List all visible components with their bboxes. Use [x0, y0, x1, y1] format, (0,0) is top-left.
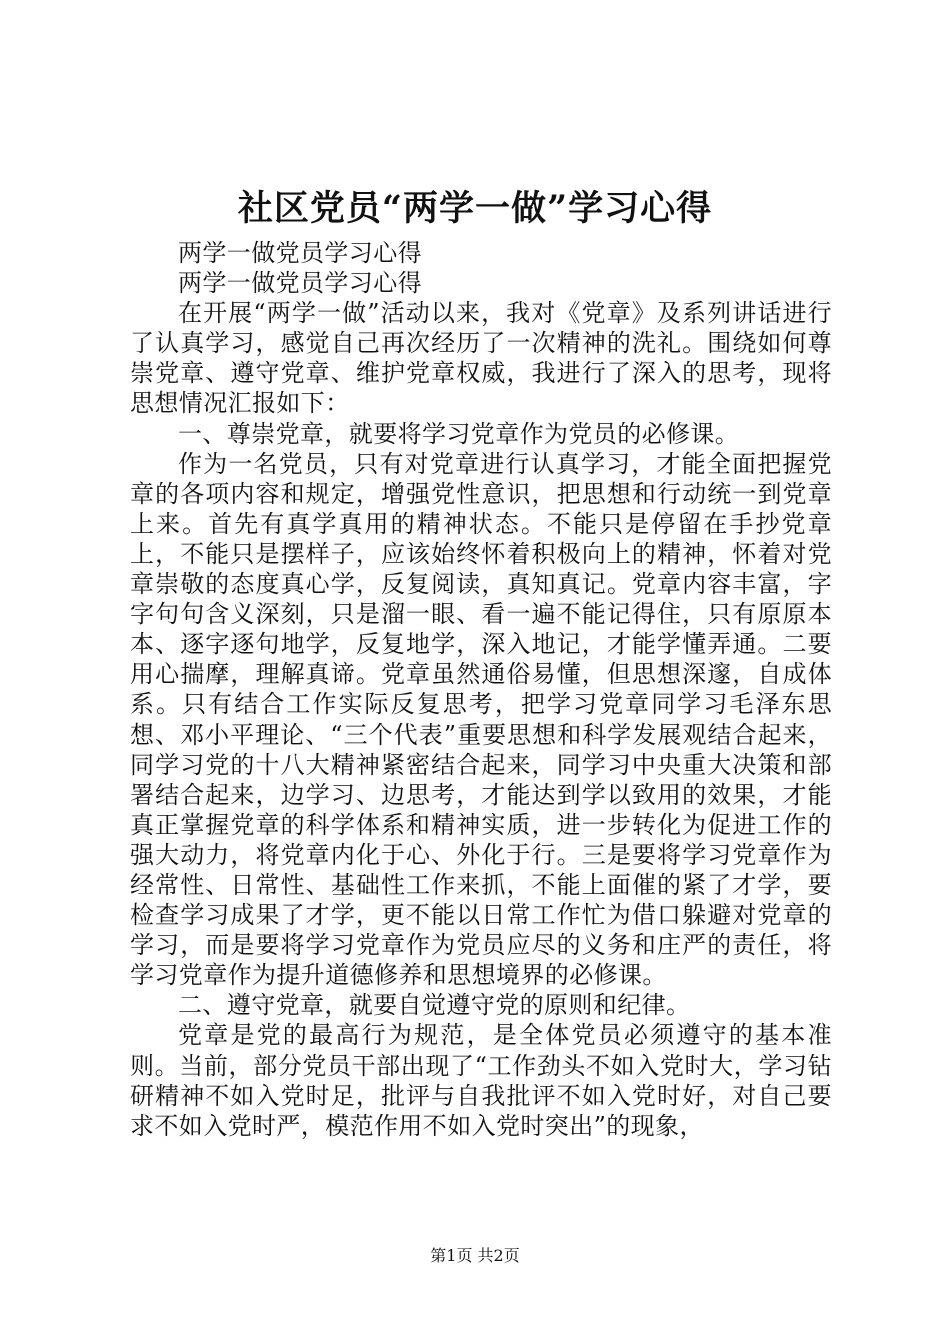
page-footer: 第1页 共2页 [430, 1246, 520, 1265]
document-title: 社区党员“两学一做”学习心得 [237, 188, 713, 229]
paragraph-subtitle-1: 两学一做党员学习心得 [178, 239, 422, 267]
paragraph-section-2: 党章是党的最高行为规范，是全体党员必须遵守的基本准则。当前，部分党员干部出现了“工作劲头不如入党时大，学习钻研精神不如入党时足，批评与自我批评不如入党时好，对自己要求不如入党时严，模范作用不如入党时突出”的现象， [130, 1021, 832, 1140]
paragraph-subtitle-2: 两学一做党员学习心得 [178, 269, 422, 298]
section-heading-2: 二、遵守党章，就要自觉遵守党的原则和纪律。 [178, 991, 691, 1020]
paragraph-intro: 在开展“两学一做”活动以来，我对《党章》及系列讲话进行了认真学习，感觉自己再次经历了一次精神的洗礼。围绕如何尊崇党章、遵守党章、维护党章权威，我进行了深入的思考，现将思想情况汇报如下： [130, 299, 832, 418]
section-heading-1: 一、尊崇党章，就要将学习党章作为党员的必修课。 [178, 419, 740, 448]
document-body [130, 238, 832, 1141]
paragraph-section-1: 作为一名党员，只有对党章进行认真学习，才能全面把握党章的各项内容和规定，增强党性意识，把思想和行动统一到党章上来。首先有真学真用的精神状态。不能只是停留在手抄党章上，不能只是摆样子，应该始终怀着积极向上的精神，怀着对党章崇敬的态度真心学，反复阅读，真知真记。党章内容丰富，字字句句含义深刻，只是溜一眼、看一遍不能记得住，只有原原本本、逐字逐句地学，反复地学，深入地记，才能学懂弄通。二要用心揣摩，理解真谛。党章虽然通俗易懂，但思想深邃，自成体系。只有结合工作实际反复思考，把学习党章同学习毛泽东思想、邓小平理论、“三个代表”重要思想和科学发展观结合起来，同学习党的十八大精神紧密结合起来，同学习中央重大决策和部署结合起来，边学习、边思考，才能达到学以致用的效果，才能真正掌握党章的科学体系和精神实质，进一步转化为促进工作的强大动力，将党章内化于心、外化于行。三是要将学习党章作为经常性、日常性、基础性工作来抓，不能上面催的紧了才学，要检查学习成果了才学，更不能以日常工作忙为借口躲避对党章的学习，而是要将学习党章作为党员应尽的义务和庄严的责任，将学习党章作为提升道德修养和思想境界的必修课。 [130, 449, 832, 990]
